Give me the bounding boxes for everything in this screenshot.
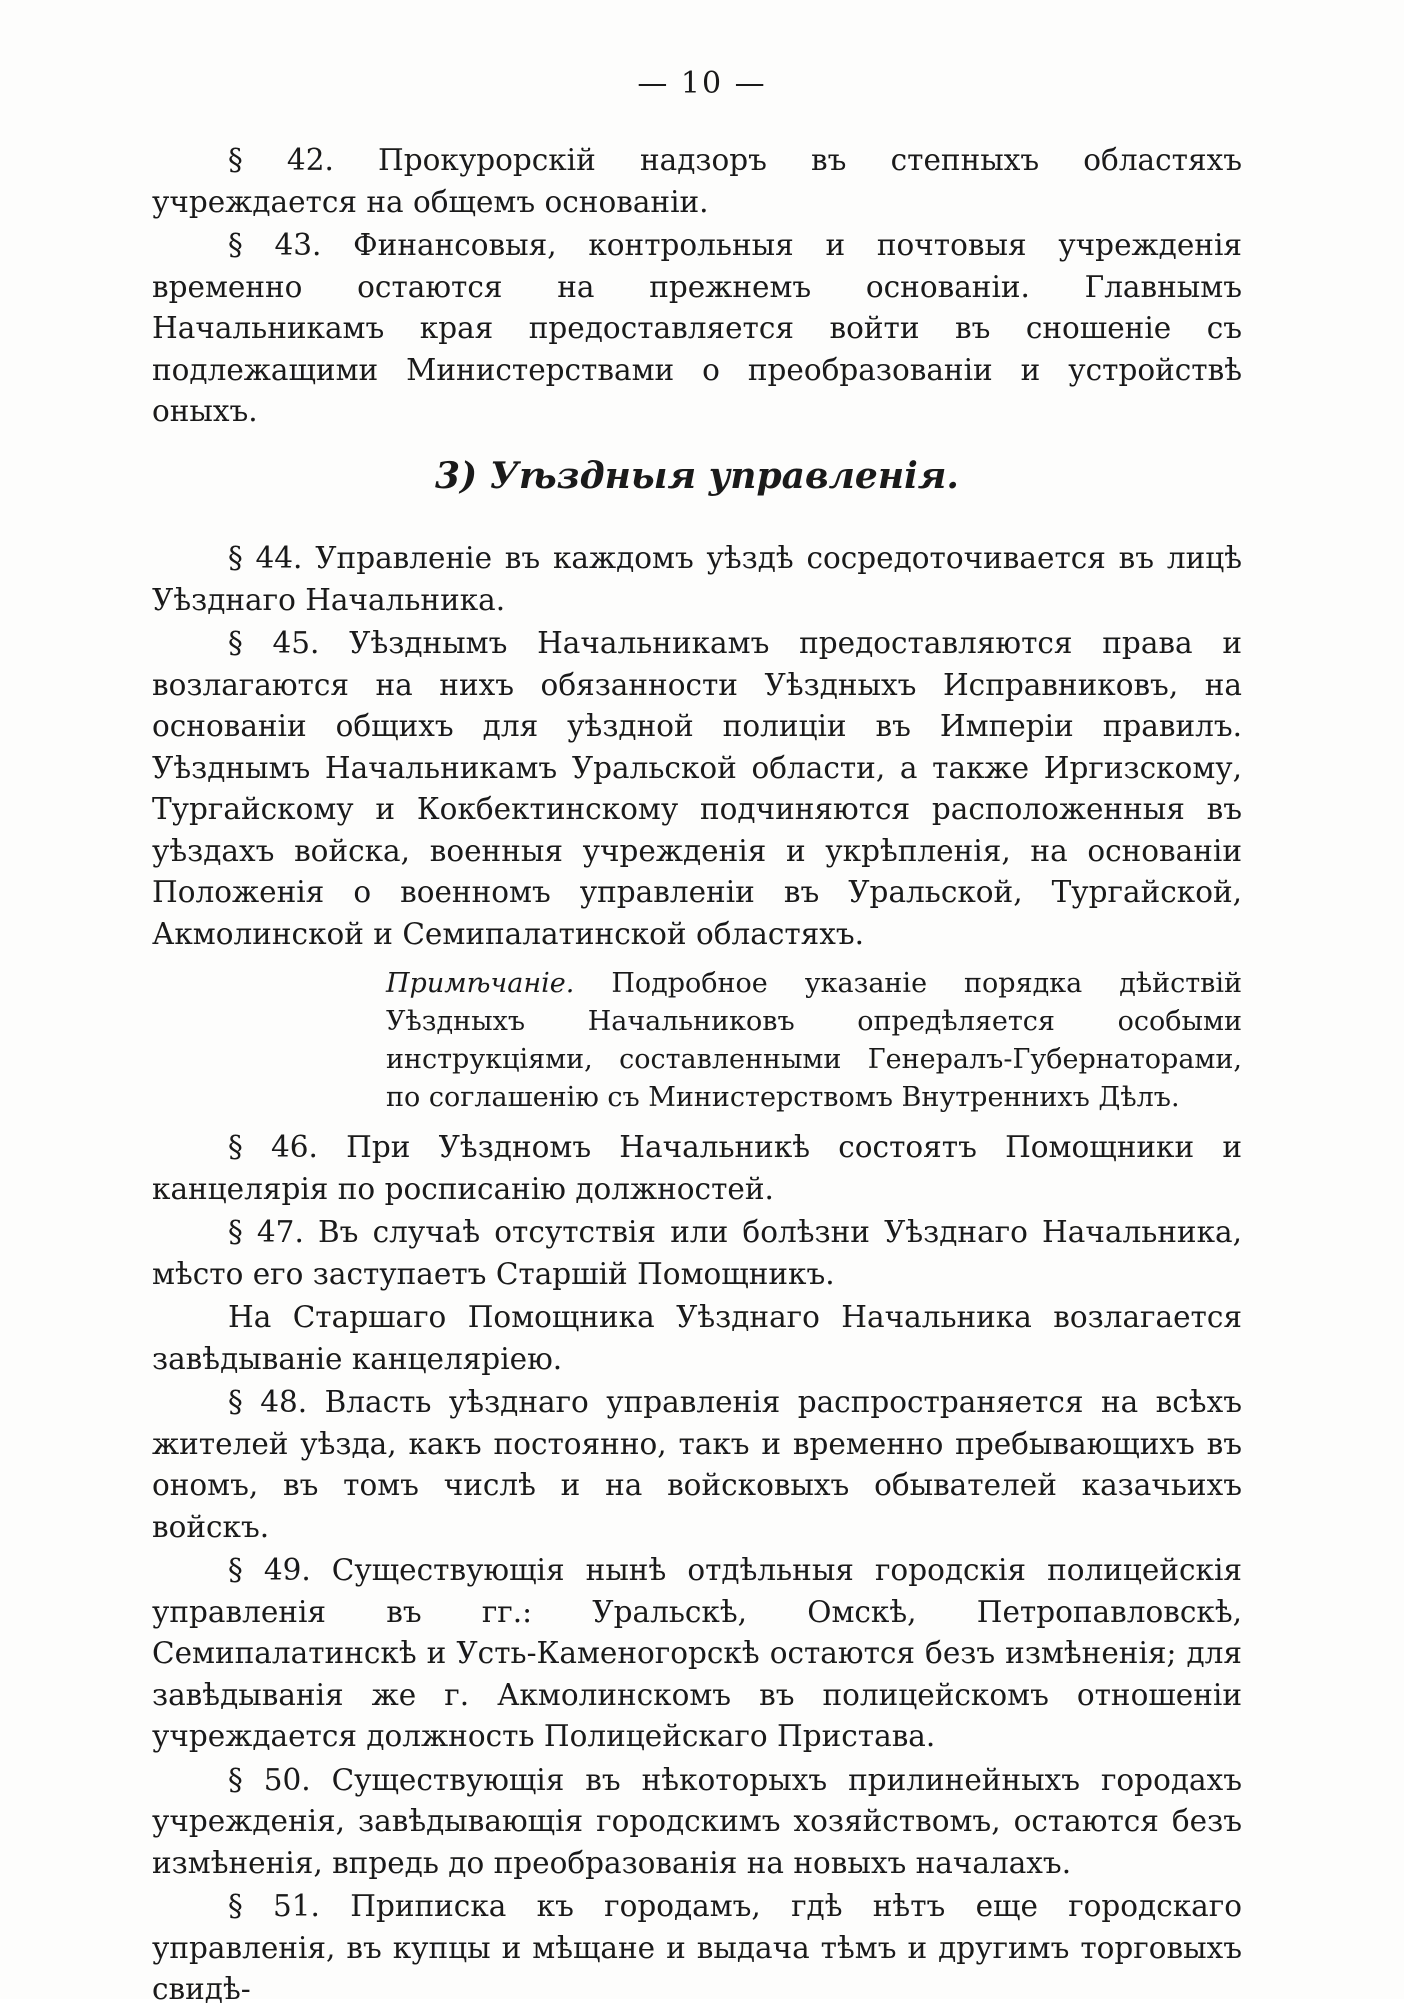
page-number: — 10 — [637,66,767,101]
note [386,965,1242,1117]
note-body: Подробное указаніе порядка дѣйствій Уѣздныхъ Начальниковъ опредѣляется особыми инструкціями, составленными Генералъ-Губернаторами, по соглашенію съ Министерствомъ Внутреннихъ Дѣлъ. [386,968,1242,1113]
paragraph-49: § 49. Существующія нынѣ отдѣльныя городскія полицейскія управленія въ гг.: Уральскѣ, Омскѣ, Петропавловскѣ, Семипалатинскѣ и Усть-Каменогорскѣ остаются безъ измѣненія; для завѣдыванія же г. Акмолинскомъ въ полицейскомъ отношеніи учреждается должность Полицейскаго Пристава. [152,1553,1242,1753]
paragraph-48: § 48. Власть уѣзднаго управленія распространяется на всѣхъ жителей уѣзда, какъ постоянно, такъ и временно пребывающихъ въ ономъ, въ томъ числѣ и на войсковыхъ обывателей казачьихъ войскъ. [152,1385,1242,1544]
paragraph-44: § 44. Управленіе въ каждомъ уѣздѣ сосредоточивается въ лицѣ Уѣзднаго Начальника. [152,541,1242,617]
paragraph-50: § 50. Существующія въ нѣкоторыхъ прилинейныхъ городахъ учрежденія, завѣдывающія городскимъ хозяйствомъ, остаются безъ измѣненія, впредь до преобразованія на новыхъ началахъ. [152,1762,1242,1880]
paragraph-47-continued: На Старшаго Помощника Уѣзднаго Начальника возлагается завѣдываніе канцеляріею. [152,1300,1242,1376]
paragraph-47: § 47. Въ случаѣ отсутствія или болѣзни Уѣзднаго Начальника, мѣсто его заступаетъ Старшій Помощникъ. [152,1215,1242,1291]
paragraph-43: § 43. Финансовыя, контрольныя и почтовыя учрежденія временно остаются на прежнемъ основаніи. Главнымъ Начальникамъ края предоставляется войти въ сношеніе съ подлежащими Министерствами о преобразованіи и устройствѣ оныхъ. [152,228,1242,428]
paragraph-46: § 46. При Уѣздномъ Начальникѣ состоятъ Помощники и канцелярія по росписанію должностей. [152,1130,1242,1206]
paragraph-51: § 51. Приписка къ городамъ, гдѣ нѣтъ еще городскаго управленія, въ купцы и мѣщане и выдача тѣмъ и другимъ торговыхъ свидѣ- [152,1889,1242,2006]
section-main [152,538,1242,2013]
section-heading: 3) Уѣздныя управленія. [435,455,959,497]
paragraph-45: § 45. Уѣзднымъ Начальникамъ предоставляются права и возлагаются на нихъ обязанности Уѣздныхъ Исправниковъ, на основаніи общихъ для уѣздной полиціи въ Имперіи правилъ. Уѣзднымъ Начальникамъ Уральской области, а также Иргизскому, Тургайскому и Кокбектинскому подчиняются расположенныя въ уѣздахъ войска, военныя учрежденія и укрѣпленія, на основаніи Положенія о военномъ управленіи въ Уральской, Тургайской, Акмолинской и Семипалатинской областяхъ. [152,626,1242,951]
note-label: Примѣчаніе. [386,968,575,999]
paragraph-42: § 42. Прокурорскій надзоръ въ степныхъ областяхъ учреждается на общемъ основаніи. [152,143,1242,219]
section-top [152,140,1242,435]
